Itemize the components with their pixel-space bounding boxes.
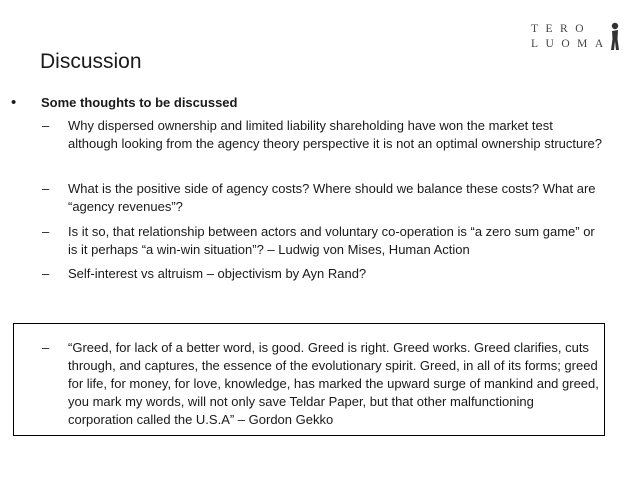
brand-logo [531, 22, 621, 50]
list-item-text: Is it so, that relationship between actors and voluntary co-operation is “a zero sum game” or is it perhaps “a win-win situation”? – Ludwig von Mises, Human Action [68, 224, 595, 257]
bullet-dot-icon: • [11, 94, 17, 111]
list-item [42, 265, 602, 283]
dash-marker: – [42, 181, 50, 196]
dash-marker: – [42, 224, 50, 239]
quote-item [42, 339, 602, 429]
dash-marker: – [42, 266, 50, 281]
quote-text: “Greed, for lack of a better word, is good. Greed is right. Greed works. Greed clarifies, cuts through, and captures, the essence of the evolutionary spirit. Greed, in all of its forms; greed for life, for money, for love, knowledge, has marked the upward surge of mankind and greed, you mark my words, will not only save Teldar Paper, but that other malfunctioning corporation called the U.S.A” – Gordon Gekko [68, 340, 599, 427]
list-item [42, 180, 602, 216]
person-figure-icon [609, 22, 621, 52]
list-item [42, 223, 602, 259]
list-item [42, 117, 602, 153]
list-item-text: What is the positive side of agency costs? Where should we balance these costs? What are “agency revenues”? [68, 181, 596, 214]
dash-marker: – [42, 340, 50, 355]
logo-text-line2: LUOMA [531, 38, 611, 50]
main-bullet-text: Some thoughts to be discussed [41, 95, 238, 110]
list-item-text: Why dispersed ownership and limited liability shareholding have won the market test although looking from the agency theory perspective it is not an optimal ownership structure? [68, 118, 603, 151]
list-item-text: Self-interest vs altruism – objectivism by Ayn Rand? [68, 266, 367, 281]
dash-marker: – [42, 118, 50, 133]
slide-title: Discussion [40, 50, 142, 73]
logo-text-line1: TERO [531, 23, 592, 35]
